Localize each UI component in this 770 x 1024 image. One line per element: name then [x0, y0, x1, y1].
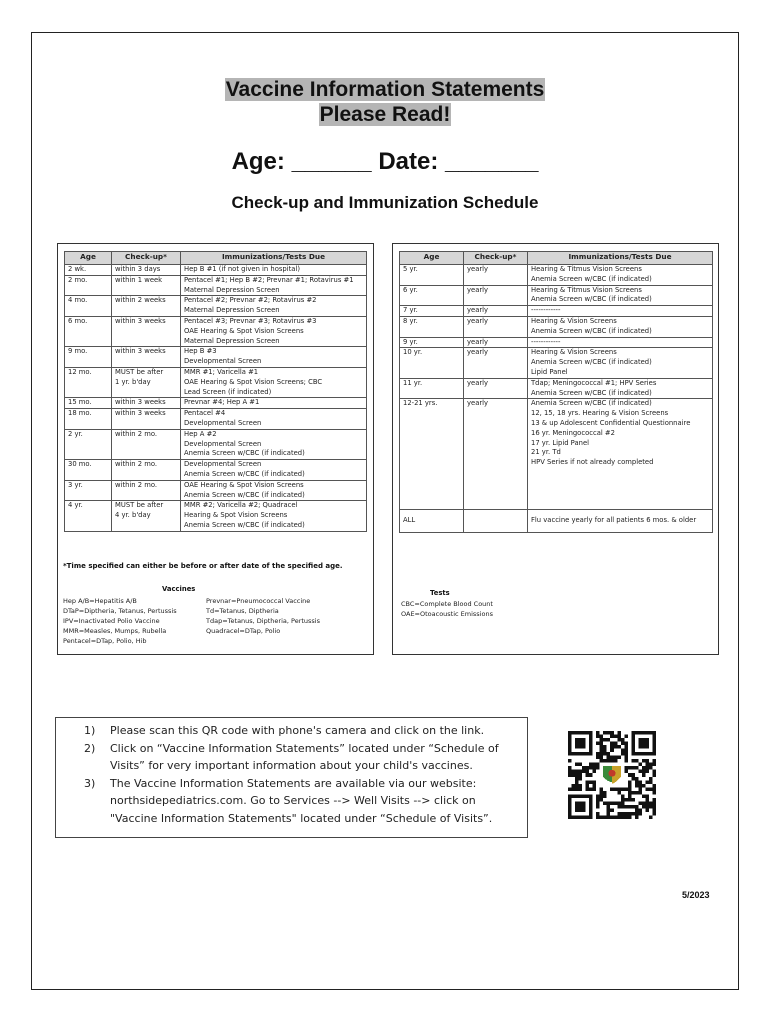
instruction-item [70, 740, 499, 775]
due-cell [528, 337, 713, 348]
due-text: Lipid Panel [531, 367, 568, 376]
title-line-1: Vaccine Information Statements [225, 78, 545, 101]
due-text: Maternal Depression Screen [184, 336, 280, 345]
due-text: Developmental Screen [184, 357, 262, 366]
age-cell: 9 mo. [65, 347, 112, 368]
age-cell: 18 mo. [65, 409, 112, 430]
due-text: Anemia Screen w/CBC (if indicated) [531, 274, 652, 283]
due-text: Hep A #2 [184, 429, 217, 438]
due-cell [528, 399, 713, 510]
due-text: Pentacel #2; Prevnar #2; Rotavirus #2 [184, 296, 317, 305]
checkup-cell [112, 265, 181, 276]
checkup-text: 4 yr. b'day [115, 511, 151, 520]
due-text: MMR #1; Varicella #1 [184, 367, 259, 376]
checkup-text: yearly [467, 378, 489, 387]
checkup-cell [112, 429, 181, 459]
due-cell [181, 347, 367, 368]
revision-date: 5/2023 [682, 890, 710, 900]
due-cell [181, 501, 367, 531]
age-cell: 6 mo. [65, 316, 112, 346]
due-cell [528, 316, 713, 337]
timing-footnote: *Time specified can either be before or after date of the specified age. [63, 562, 343, 570]
due-text: Anemia Screen w/CBC (if indicated) [184, 490, 305, 499]
qr-logo-icon [600, 763, 625, 788]
checkup-text: yearly [467, 316, 489, 325]
title-line-2: Please Read! [319, 103, 451, 126]
due-text: Pentacel #4 [184, 409, 226, 418]
age-cell: 4 mo. [65, 296, 112, 317]
due-text: Maternal Depression Screen [184, 285, 280, 294]
due-text: 16 yr. Meningococcal #2 [531, 428, 615, 437]
checkup-cell [464, 265, 528, 286]
age-cell: 6 yr. [400, 285, 464, 306]
checkup-cell [464, 399, 528, 510]
due-cell [528, 378, 713, 399]
due-cell [181, 409, 367, 430]
legend-item: IPV=Inactivated Polio Vaccine [63, 617, 160, 625]
table-row [65, 429, 367, 459]
schedule-table-left [64, 251, 367, 532]
due-text: Tdap; Meningococcal #1; HPV Series [531, 378, 657, 387]
due-text: 21 yr. Td [531, 448, 561, 457]
due-text: HPV Series if not already completed [531, 458, 654, 467]
due-text: Anemia Screen w/CBC (if indicated) [531, 388, 652, 397]
age-cell: ALL [400, 510, 464, 533]
checkup-cell [112, 316, 181, 346]
tests-legend-title: Tests [430, 589, 450, 597]
checkup-cell [464, 510, 528, 533]
instruction-text: Please scan this QR code with phone's camera and click on the link. [110, 724, 485, 737]
checkup-text: within 3 weeks [115, 398, 166, 407]
due-text: 12, 15, 18 yrs. Hearing & Vision Screens [531, 409, 669, 418]
due-cell [181, 275, 367, 296]
due-text: Hearing & Vision Screens [531, 316, 617, 325]
header-due: Immunizations/Tests Due [181, 252, 367, 265]
age-cell: 2 mo. [65, 275, 112, 296]
legend-item: Prevnar=Pneumococcal Vaccine [206, 597, 311, 605]
table-row [400, 316, 713, 337]
due-text: Anemia Screen w/CBC (if indicated) [531, 358, 652, 367]
schedule-table-right [399, 251, 713, 533]
checkup-text: MUST be after [115, 367, 164, 376]
age-cell: 2 wk. [65, 265, 112, 276]
table-row [400, 399, 713, 510]
header-checkup: Check-up* [112, 252, 181, 265]
checkup-cell [464, 348, 528, 378]
due-cell [181, 460, 367, 481]
age-cell: 15 mo. [65, 398, 112, 409]
due-cell [181, 429, 367, 459]
due-text: Developmental Screen [184, 439, 262, 448]
checkup-cell [112, 480, 181, 501]
checkup-text: within 3 days [115, 265, 161, 273]
due-text: Hep B #3 [184, 347, 217, 356]
table-row [65, 347, 367, 368]
due-text: Prevnar #4; Hep A #1 [184, 398, 260, 407]
checkup-cell [112, 460, 181, 481]
due-text: Pentacel #1; Hep B #2; Prevnar #1; Rotavirus #1 [184, 275, 354, 284]
due-text: MMR #2; Varicella #2; Quadracel [184, 501, 298, 510]
table-row [65, 398, 367, 409]
table-row [65, 316, 367, 346]
legend-item: CBC=Complete Blood Count [401, 600, 493, 608]
table-row [400, 285, 713, 306]
instruction-text: The Vaccine Information Statements are available via our website: [110, 776, 477, 790]
due-text: OAE Hearing & Spot Vision Screens [184, 480, 304, 489]
age-cell: 10 yr. [400, 348, 464, 378]
instruction-number: 2) [84, 741, 96, 755]
checkup-text: within 2 weeks [115, 296, 166, 305]
legend-item: OAE=Otoacoustic Emissions [401, 610, 493, 618]
checkup-text: within 3 weeks [115, 347, 166, 356]
due-text: Hearing & Vision Screens [531, 348, 617, 357]
checkup-text: yearly [467, 348, 489, 357]
table-row [65, 296, 367, 317]
checkup-text: within 2 mo. [115, 429, 158, 438]
age-cell: 3 yr. [65, 480, 112, 501]
instruction-text: "Vaccine Information Statements" located under “Schedule of Visits”. [110, 811, 493, 825]
due-text: Hearing & Titmus Vision Screens [531, 265, 642, 273]
due-cell [528, 265, 713, 286]
checkup-text: within 2 mo. [115, 460, 158, 469]
checkup-cell [112, 367, 181, 397]
checkup-text: yearly [467, 337, 489, 346]
age-cell: 12-21 yrs. [400, 399, 464, 510]
due-cell [181, 480, 367, 501]
table-row [400, 378, 713, 399]
instructions-list [70, 722, 499, 827]
table-row [400, 348, 713, 378]
age-cell: 2 yr. [65, 429, 112, 459]
age-cell: 9 yr. [400, 337, 464, 348]
header-age: Age [400, 252, 464, 265]
checkup-text: yearly [467, 399, 489, 408]
vaccines-legend-title: Vaccines [162, 585, 196, 593]
due-cell [528, 348, 713, 378]
checkup-cell [112, 501, 181, 531]
due-cell [181, 265, 367, 276]
due-text: Anemia Screen w/CBC (if indicated) [184, 469, 305, 478]
due-cell [181, 316, 367, 346]
checkup-text: yearly [467, 306, 489, 315]
checkup-text: within 2 mo. [115, 480, 158, 489]
tests-legend [401, 599, 493, 619]
instruction-number: 3) [84, 776, 96, 790]
legend-item: Hep A/B=Hepatitis A/B [63, 597, 137, 605]
due-text: Hearing & Spot Vision Screens [184, 511, 288, 520]
checkup-cell [464, 378, 528, 399]
age-cell: 4 yr. [65, 501, 112, 531]
table-row [65, 275, 367, 296]
vaccines-legend-col-2 [206, 596, 320, 636]
instruction-text: Click on “Vaccine Information Statements” located under “Schedule of [110, 741, 499, 755]
due-text: ------------ [531, 306, 561, 315]
due-text: Anemia Screen w/CBC (if indicated) [531, 295, 652, 304]
table-row [65, 265, 367, 276]
due-text: ------------ [531, 337, 561, 346]
due-text: Developmental Screen [184, 460, 262, 469]
age-cell: 11 yr. [400, 378, 464, 399]
due-text: 17 yr. Lipid Panel [531, 438, 590, 447]
age-cell: 8 yr. [400, 316, 464, 337]
table-row [400, 306, 713, 317]
age-cell: 12 mo. [65, 367, 112, 397]
table-row [400, 510, 713, 533]
checkup-cell [112, 398, 181, 409]
vaccines-legend-col-1 [63, 596, 177, 646]
legend-item: Tdap=Tetanus, Diptheria, Pertussis [206, 617, 320, 625]
schedule-heading: Check-up and Immunization Schedule [231, 193, 539, 212]
checkup-cell [112, 296, 181, 317]
legend-item: Td=Tetanus, Diptheria [206, 607, 279, 615]
table-header-row [65, 252, 367, 265]
due-text: Pentacel #3; Prevnar #3; Rotavirus #3 [184, 316, 317, 325]
due-text: Anemia Screen w/CBC (if indicated) [531, 326, 652, 335]
table-row [65, 480, 367, 501]
instruction-item [70, 775, 499, 828]
checkup-cell [112, 409, 181, 430]
header-due: Immunizations/Tests Due [528, 252, 713, 265]
due-cell [181, 398, 367, 409]
due-text: Hep B #1 (if not given in hospital) [184, 265, 300, 273]
legend-item: DTaP=Diptheria, Tetanus, Pertussis [63, 607, 177, 615]
due-text: Lead Screen (if indicated) [184, 387, 272, 396]
due-cell [528, 306, 713, 317]
due-text: Anemia Screen w/CBC (if indicated) [184, 520, 305, 529]
instruction-text: Visits” for very important information about your child's vaccines. [110, 759, 473, 772]
checkup-cell [112, 347, 181, 368]
due-cell [181, 367, 367, 397]
due-text: Anemia Screen w/CBC (if indicated) [184, 449, 305, 458]
due-text: OAE Hearing & Spot Vision Screens; CBC [184, 377, 323, 386]
table-row [400, 265, 713, 286]
due-cell [528, 510, 713, 533]
header-age: Age [65, 252, 112, 265]
checkup-cell [464, 316, 528, 337]
checkup-cell [464, 285, 528, 306]
age-cell: 7 yr. [400, 306, 464, 317]
checkup-cell [464, 337, 528, 348]
due-text: 13 & up Adolescent Confidential Questionnaire [531, 418, 691, 427]
table-row [65, 460, 367, 481]
legend-item: Pentacel=DTap, Polio, Hib [63, 637, 147, 645]
checkup-text: 1 yr. b'day [115, 377, 151, 386]
qr-instructions-box [55, 717, 528, 838]
due-text: Anemia Screen w/CBC (if indicated) [531, 399, 652, 408]
table-row [400, 337, 713, 348]
legend-item: MMR=Measles, Mumps, Rubella [63, 627, 167, 635]
checkup-cell [112, 275, 181, 296]
instruction-item [70, 722, 499, 740]
checkup-text: within 3 weeks [115, 316, 166, 325]
due-cell [181, 296, 367, 317]
legend-item: Quadracel=DTap, Polio [206, 627, 281, 635]
checkup-text: MUST be after [115, 501, 164, 510]
instruction-number: 1) [84, 724, 96, 737]
checkup-text: within 1 week [115, 275, 163, 284]
age-cell: 5 yr. [400, 265, 464, 286]
header-checkup: Check-up* [464, 252, 528, 265]
age-cell: 30 mo. [65, 460, 112, 481]
due-text: Developmental Screen [184, 418, 262, 427]
due-cell [528, 285, 713, 306]
table-row [65, 409, 367, 430]
due-text: Maternal Depression Screen [184, 306, 280, 315]
due-text: Flu vaccine yearly for all patients 6 mos. & older [531, 516, 697, 525]
checkup-text: yearly [467, 285, 489, 294]
due-text: Hearing & Titmus Vision Screens [531, 285, 642, 294]
due-text: OAE Hearing & Spot Vision Screens [184, 326, 304, 335]
qr-code-icon[interactable] [568, 731, 656, 819]
checkup-text: within 3 weeks [115, 409, 166, 418]
table-row [65, 367, 367, 397]
checkup-cell [464, 306, 528, 317]
table-header-row [400, 252, 713, 265]
table-row [65, 501, 367, 531]
instruction-text: northsidepediatrics.com. Go to Services --> Well Visits --> click on [110, 794, 476, 807]
checkup-text: yearly [467, 265, 489, 273]
age-date-line: Age: ______ Date: _______ [231, 148, 539, 175]
